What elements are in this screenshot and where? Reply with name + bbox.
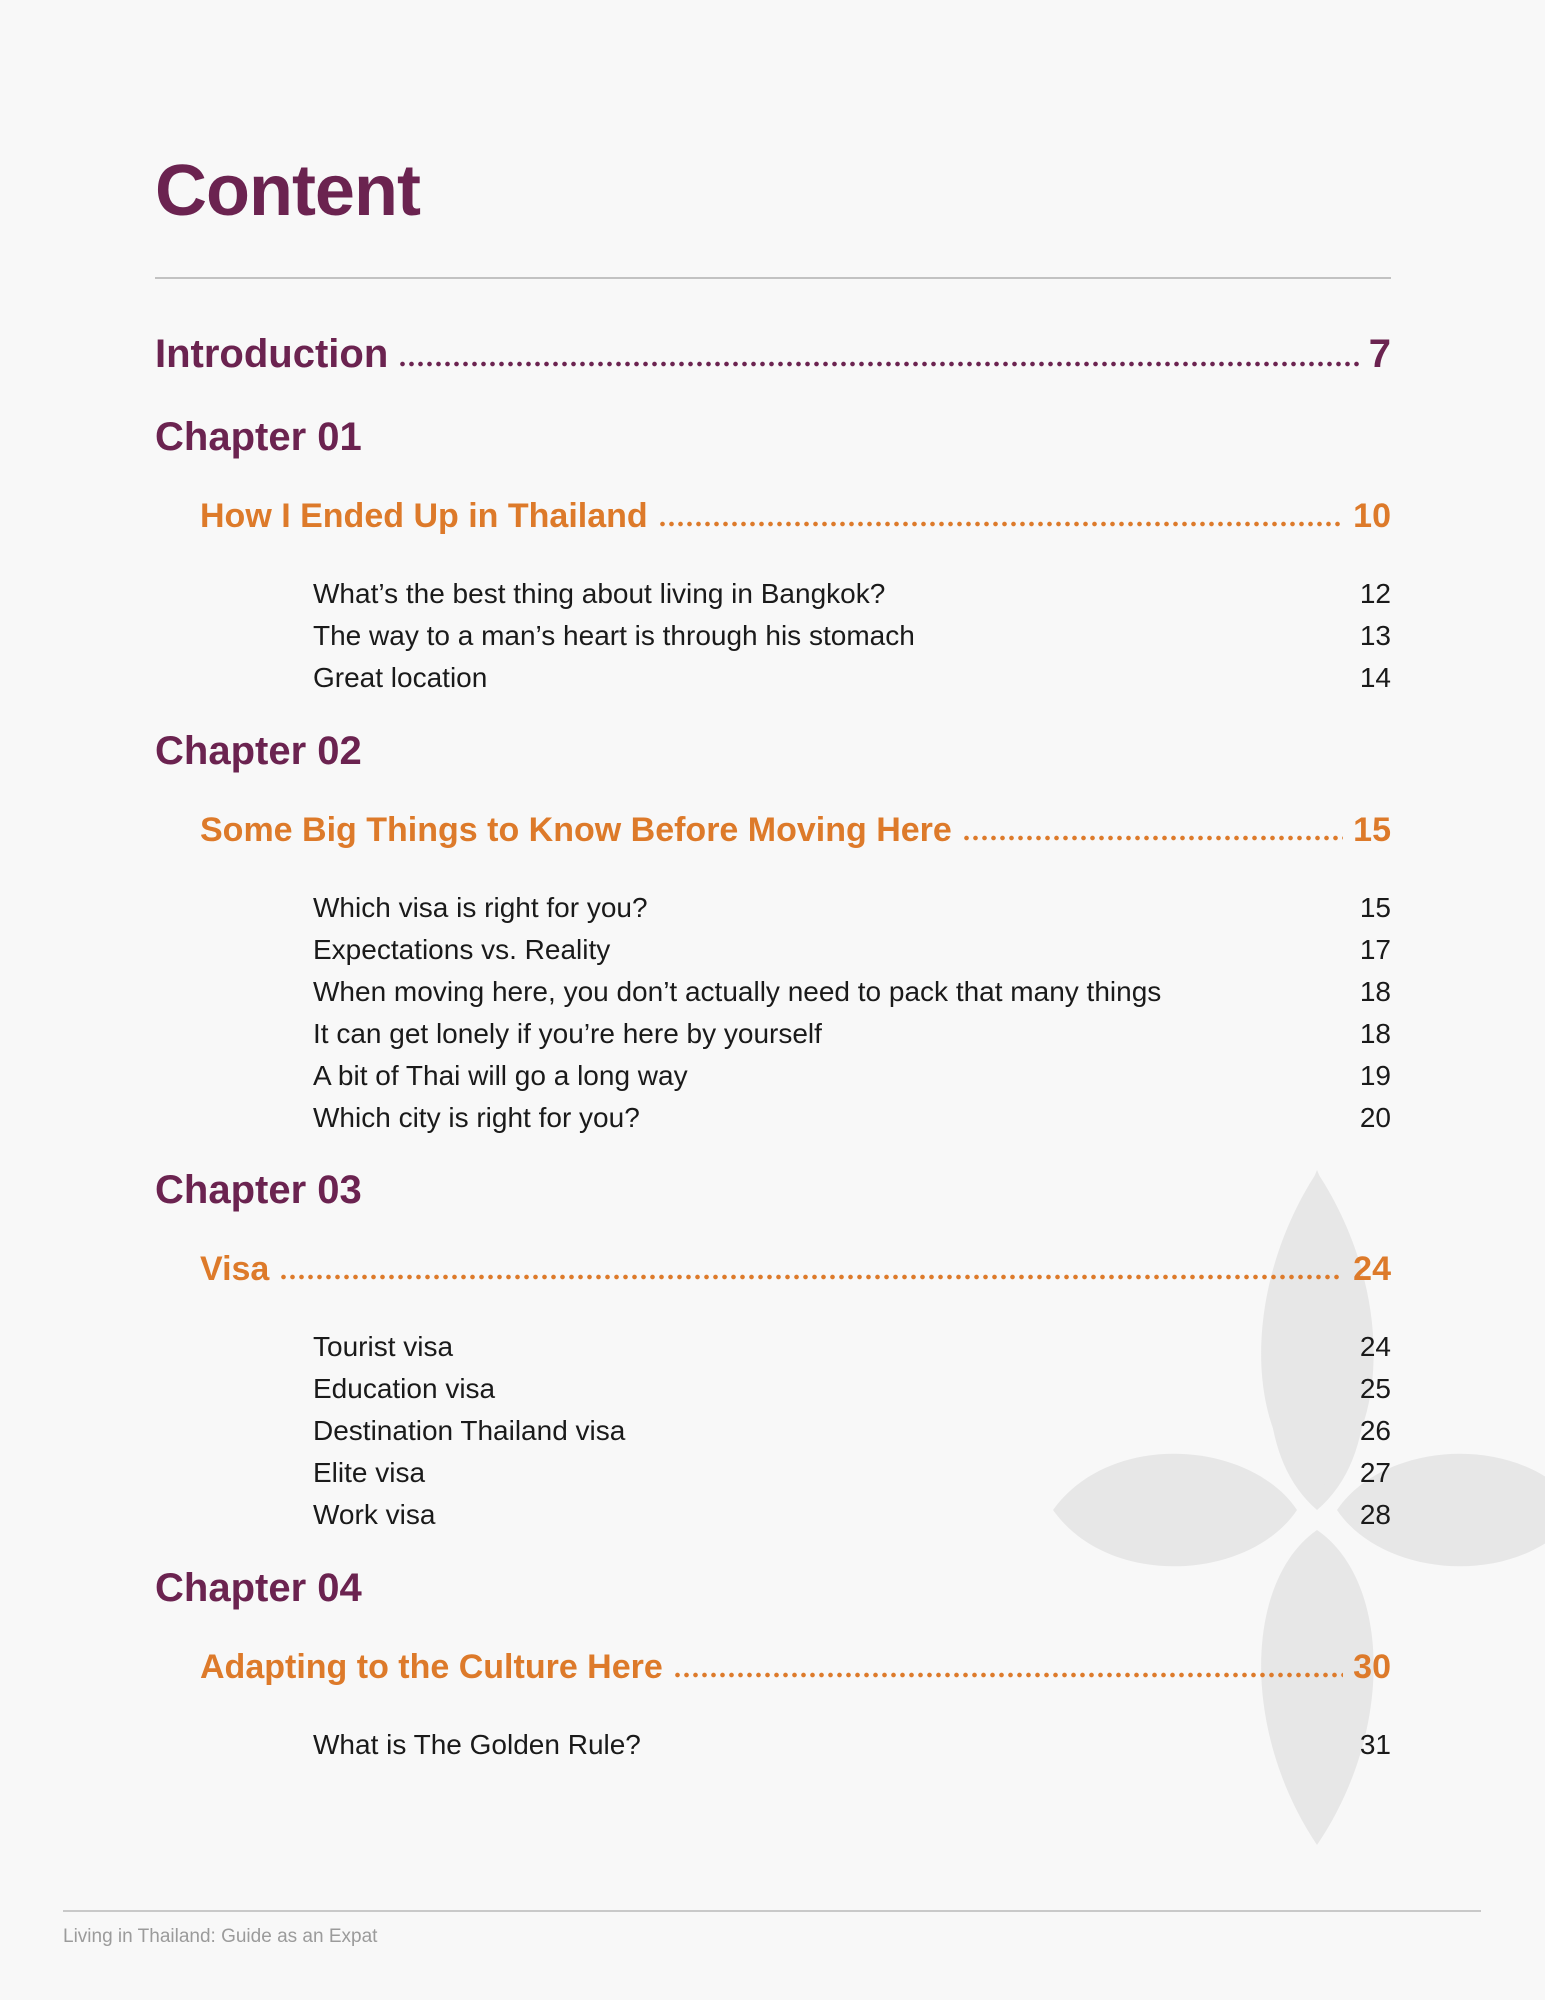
entry-text: Which city is right for you? — [313, 1102, 640, 1133]
section-title: How I Ended Up in Thailand — [200, 497, 648, 535]
entry-text: The way to a man’s heart is through his stomach — [313, 620, 915, 651]
entry-page: 26 — [1359, 1415, 1391, 1446]
toc-section-chapter-01[interactable] — [200, 497, 1391, 536]
section-title: Some Big Things to Know Before Moving Here — [200, 811, 952, 849]
page-title: Content — [155, 151, 420, 231]
dot-leader — [658, 521, 1344, 527]
toc-entry[interactable] — [313, 1457, 1391, 1489]
entry-text: Which visa is right for you? — [313, 892, 648, 923]
footer-text: Living in Thailand: Guide as an Expat — [63, 1926, 378, 1947]
entry-text: Expectations vs. Reality — [313, 934, 611, 965]
toc-section-chapter-03[interactable] — [200, 1250, 1391, 1289]
toc-entry[interactable] — [313, 1060, 1391, 1092]
dot-leader — [398, 361, 1358, 367]
entry-page: 13 — [1359, 620, 1391, 651]
toc-entry[interactable] — [313, 1373, 1391, 1405]
entry-text: Destination Thailand visa — [313, 1415, 626, 1446]
toc-introduction[interactable] — [155, 332, 1391, 377]
toc-entry[interactable] — [313, 892, 1391, 924]
entry-text: Work visa — [313, 1499, 436, 1530]
toc-entry[interactable] — [313, 620, 1391, 652]
entry-text: What’s the best thing about living in Bangkok? — [313, 578, 886, 609]
toc-entry[interactable] — [313, 976, 1391, 1008]
toc-entry[interactable] — [313, 934, 1391, 966]
entry-page: 20 — [1359, 1102, 1391, 1133]
section-page: 24 — [1353, 1250, 1391, 1288]
entry-page: 17 — [1359, 934, 1391, 965]
section-title: Visa — [200, 1250, 270, 1288]
chapter-01-heading: Chapter 01 — [155, 415, 362, 459]
toc-entry[interactable] — [313, 1331, 1391, 1363]
toc-entry[interactable] — [313, 1102, 1391, 1134]
chapter-02-heading: Chapter 02 — [155, 729, 362, 773]
chapter-03-heading: Chapter 03 — [155, 1168, 362, 1212]
entry-text: It can get lonely if you’re here by yourself — [313, 1018, 822, 1049]
entry-text: Education visa — [313, 1373, 496, 1404]
dot-leader — [279, 1274, 1343, 1280]
section-page: 30 — [1353, 1648, 1391, 1686]
entry-page: 14 — [1359, 662, 1391, 693]
entry-text: Elite visa — [313, 1457, 426, 1488]
introduction-label: Introduction — [155, 332, 389, 376]
section-title: Adapting to the Culture Here — [200, 1648, 663, 1686]
entry-page: 27 — [1359, 1457, 1391, 1488]
footer-divider — [63, 1910, 1481, 1912]
entry-page: 12 — [1359, 578, 1391, 609]
introduction-page: 7 — [1368, 332, 1391, 376]
entry-text: Great location — [313, 662, 488, 693]
toc-entry[interactable] — [313, 1018, 1391, 1050]
entry-page: 15 — [1359, 892, 1391, 923]
entry-text: A bit of Thai will go a long way — [313, 1060, 688, 1091]
entry-text: Tourist visa — [313, 1331, 454, 1362]
chapter-04-heading: Chapter 04 — [155, 1566, 362, 1610]
entry-page: 25 — [1359, 1373, 1391, 1404]
entry-page: 18 — [1359, 976, 1391, 1007]
toc-section-chapter-02[interactable] — [200, 811, 1391, 850]
section-page: 15 — [1353, 811, 1391, 849]
entry-page: 31 — [1359, 1729, 1391, 1760]
toc-entry[interactable] — [313, 1499, 1391, 1531]
entry-page: 24 — [1359, 1331, 1391, 1362]
entry-page: 18 — [1359, 1018, 1391, 1049]
toc-entry[interactable] — [313, 662, 1391, 694]
entry-text: When moving here, you don’t actually need to pack that many things — [313, 976, 1162, 1007]
entry-page: 28 — [1359, 1499, 1391, 1530]
toc-entry[interactable] — [313, 1729, 1391, 1761]
dot-leader — [962, 835, 1343, 841]
toc-entry[interactable] — [313, 1415, 1391, 1447]
entry-text: What is The Golden Rule? — [313, 1729, 641, 1760]
entry-page: 19 — [1359, 1060, 1391, 1091]
toc-entry[interactable] — [313, 578, 1391, 610]
toc-section-chapter-04[interactable] — [200, 1648, 1391, 1687]
dot-leader — [673, 1672, 1343, 1678]
title-divider — [155, 277, 1391, 279]
section-page: 10 — [1353, 497, 1391, 535]
